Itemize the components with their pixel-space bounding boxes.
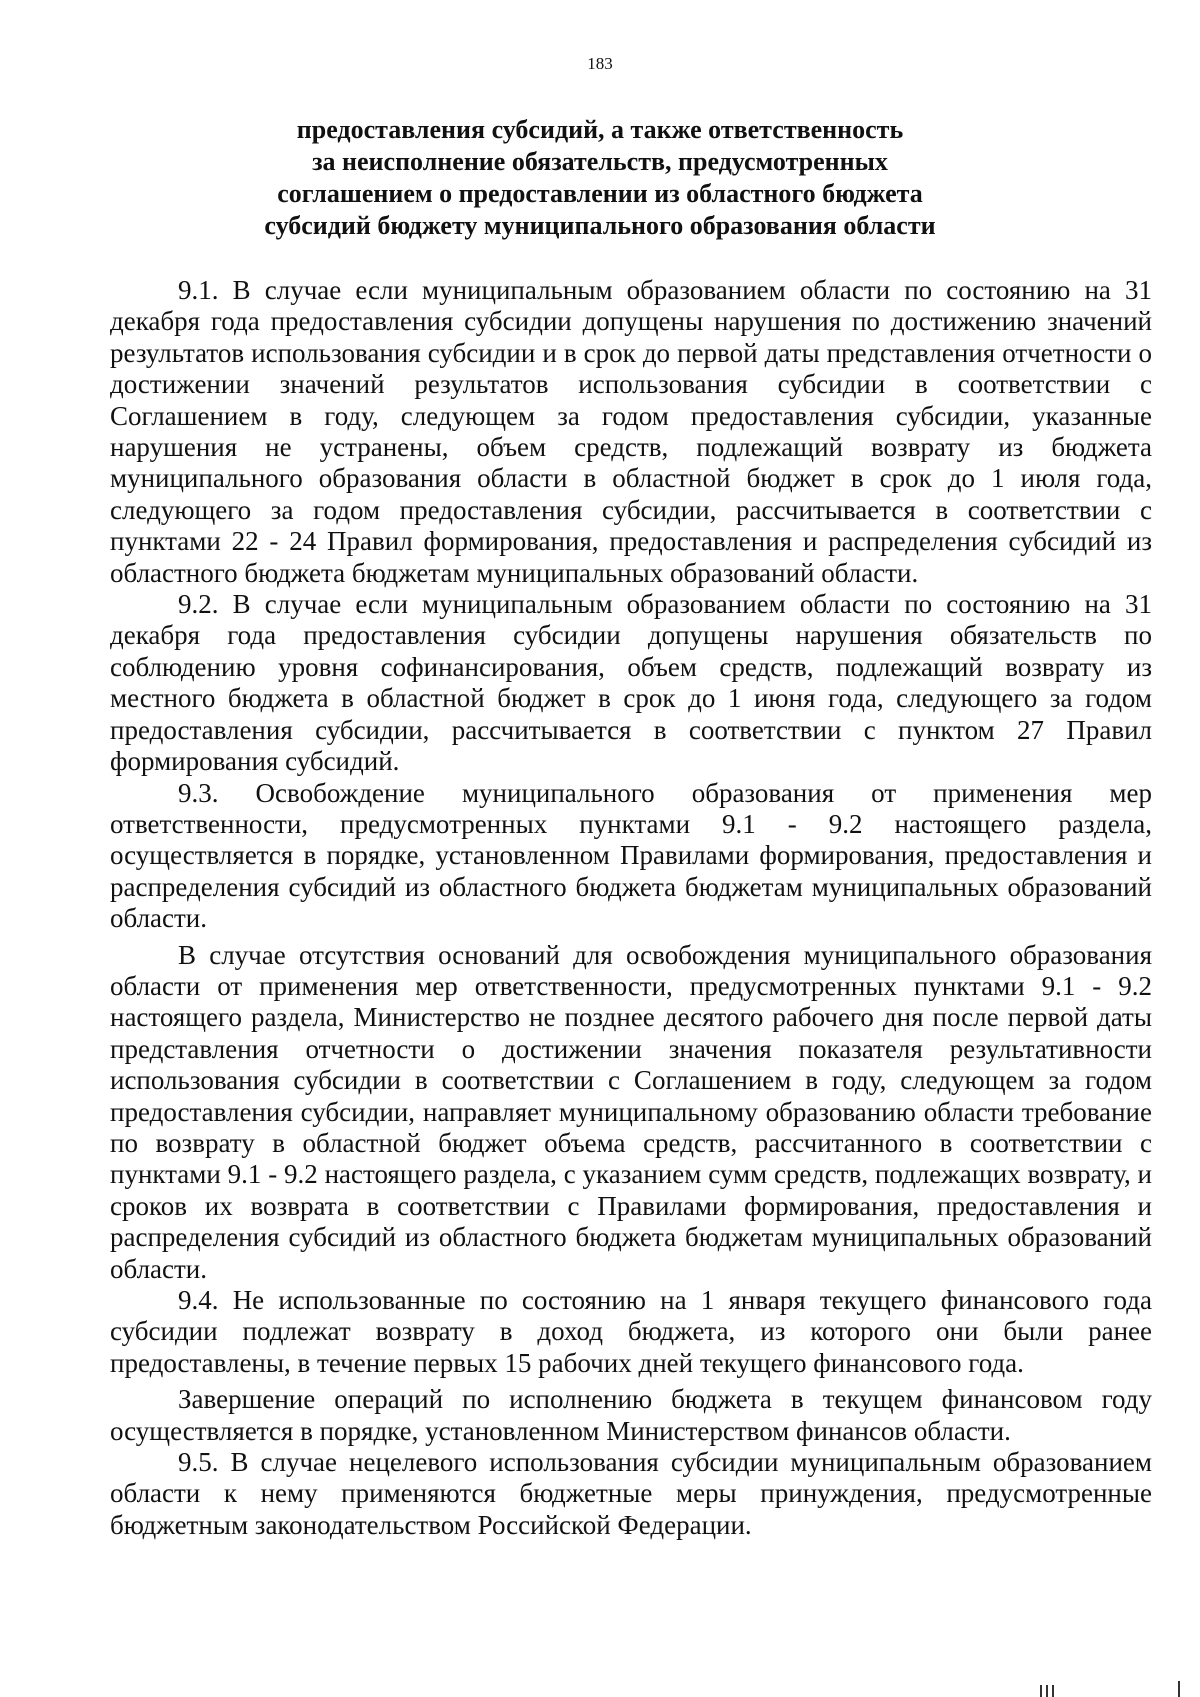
page-number: 183 <box>587 54 613 73</box>
paragraph-9-1: 9.1. В случае если муниципальным образованием области по состоянию на 31 декабря года предоставления субсидии допущены нарушения по достижению значений результатов использования субсидии и в срок до первой даты представления отчетности о достижении значений результатов использования субсидии в соответствии с Соглашением в году, следующем за годом предоставления субсидии, указанные нарушения не устранены, объем средств, подлежащий возврату из бюджета муниципального образования области в областной бюджет в срок до 1 июля года, следующего за годом предоставления субсидии, рассчитывается в соответствии с пунктами 22 - 24 Правил формирования, предоставления и распределения субсидий из областного бюджета бюджетам муниципальных образований области. <box>110 275 1152 588</box>
scan-artifact <box>1178 1681 1180 1697</box>
paragraph-9-2: 9.2. В случае если муниципальным образованием области по состоянию на 31 декабря года предоставления субсидии допущены нарушения обязательств по соблюдению уровня софинансирования, объем средств, подлежащий возврату из местного бюджета в областной бюджет в срок до 1 июня года, следующего за годом предоставления субсидии, рассчитывается в соответствии с пунктом 27 Правил формирования субсидий. <box>110 589 1152 777</box>
paragraph-completion: Завершение операций по исполнению бюджета в текущем финансовом году осуществляется в порядке, установленном Министерством финансов области. <box>110 1384 1152 1446</box>
scan-artifact <box>1052 1685 1054 1697</box>
scan-artifact <box>1046 1685 1048 1697</box>
paragraph-9-3: 9.3. Освобождение муниципального образования от применения мер ответственности, предусмотренных пунктами 9.1 - 9.2 настоящего раздела, осуществляется в порядке, установленном Правилами формирования, предоставления и распределения субсидий из областного бюджета бюджетам муниципальных образований области. <box>110 777 1152 934</box>
scan-artifact <box>1040 1685 1042 1697</box>
paragraph-9-5: 9.5. В случае нецелевого использования субсидии муниципальным образованием области к нему применяются бюджетные меры принуждения, предусмотренные бюджетным законодательством Российской Федерации. <box>110 1447 1152 1540</box>
heading-line: субсидий бюджету муниципального образования области <box>264 211 936 240</box>
body-text <box>110 275 1152 1541</box>
paragraph-requirement: В случае отсутствия оснований для освобождения муниципального образования области от применения мер ответственности, предусмотренных пунктами 9.1 - 9.2 настоящего раздела, Министерство не позднее десятого рабочего дня после первой даты представления отчетности о достижении значения показателя результативности использования субсидии в соответствии с Соглашением в году, следующем за годом предоставления субсидии, направляет муниципальному образованию области требование по возврату в областной бюджет объема средств, рассчитанного в соответствии с пунктами 9.1 - 9.2 настоящего раздела, с указанием сумм средств, подлежащих возврату, и сроков их возврата в соответствии с Правилами формирования, предоставления и распределения субсидий из областного бюджета бюджетам муниципальных образований области. <box>110 939 1152 1284</box>
heading-line: соглашением о предоставлении из областного бюджета <box>277 179 923 208</box>
paragraph-9-4: 9.4. Не использованные по состоянию на 1 января текущего финансового года субсидии подлежат возврату в доход бюджета, из которого они были ранее предоставлены, в течение первых 15 рабочих дней текущего финансового года. <box>110 1285 1152 1378</box>
heading-line: за неисполнение обязательств, предусмотренных <box>312 147 888 176</box>
section-heading <box>150 114 1050 242</box>
heading-line: предоставления субсидий, а также ответственность <box>296 115 904 144</box>
